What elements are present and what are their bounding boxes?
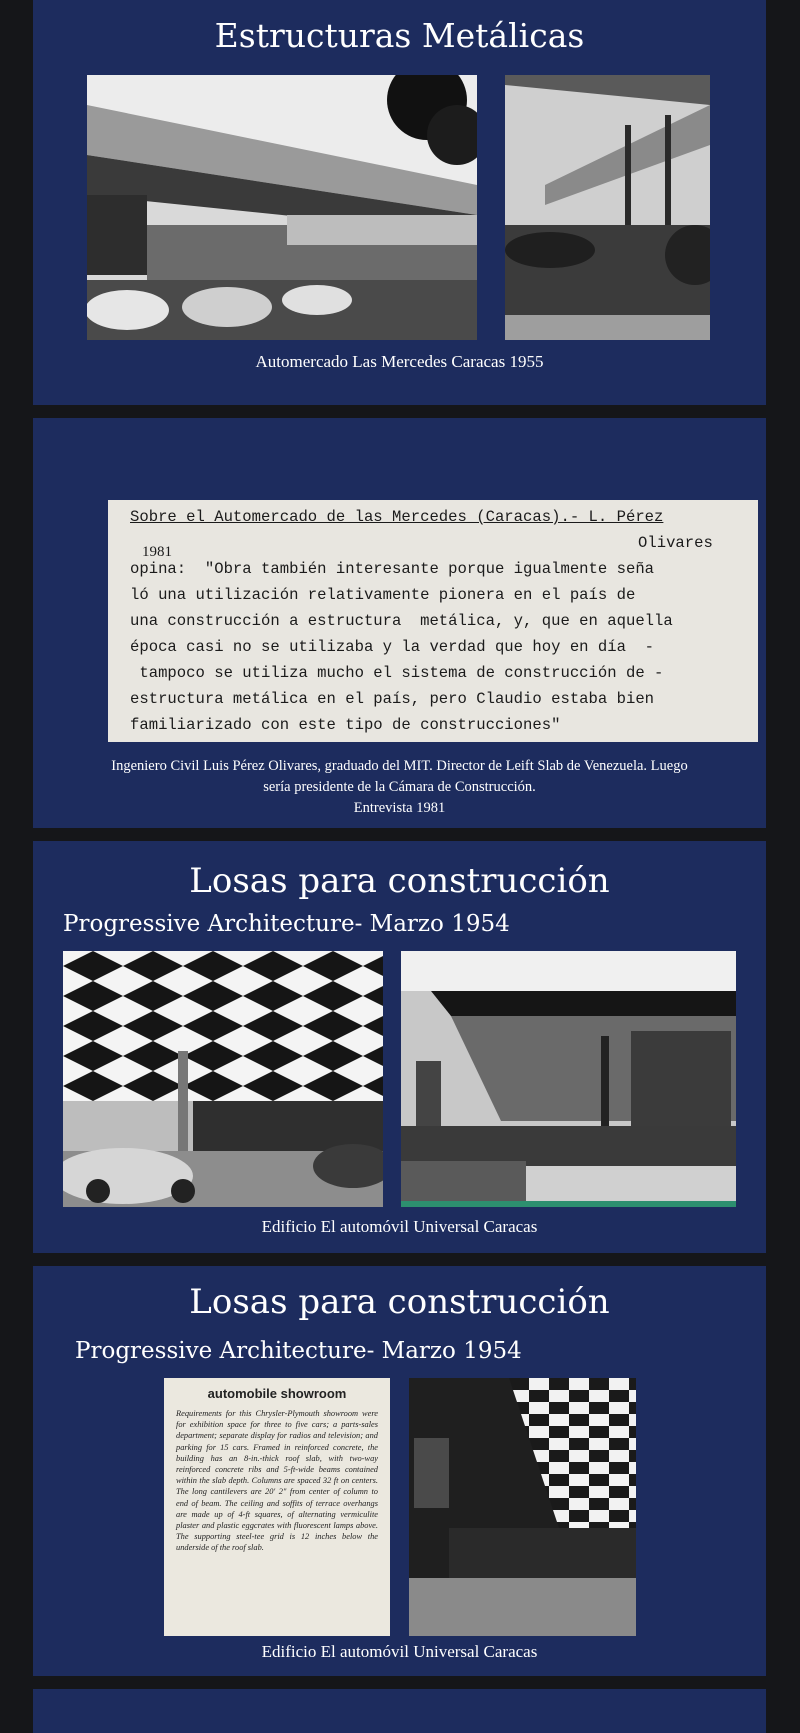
quote-line: familiarizado con este tipo de construcciones" (130, 716, 561, 734)
quote-line: una construcción a estructura metálica, y, que en aquella (130, 612, 673, 630)
quote-line: estructura metálica en el país, pero Claudio estaba bien (130, 690, 655, 708)
slide-subtitle: Progressive Architecture- Marzo 1954 (75, 1338, 522, 1364)
quote-line: época casi no se utilizaba y la verdad que hoy en día - (130, 638, 655, 656)
quote-line: tampoco se utiliza mucho el sistema de construcción de - (130, 664, 664, 682)
quote-line: ló una utilización relativamente pionera en el país de (130, 586, 636, 604)
quote-author-tail: Olivares (638, 534, 713, 552)
slide-title: Losas para construcción (189, 1282, 610, 1322)
slide-next-partial (33, 1689, 766, 1733)
slide-quote (33, 418, 766, 828)
slide-estructuras-metalicas (33, 0, 766, 405)
quote-caption-line: Entrevista 1981 (353, 800, 446, 816)
magazine-clipping (164, 1378, 390, 1636)
exterior-cars-photo (87, 75, 477, 340)
slide-losas-1 (33, 841, 766, 1253)
quote-caption-line: sería presidente de la Cámara de Construcción. (263, 779, 536, 795)
quote-year: 1981 (142, 544, 172, 560)
slide-title: Estructuras Metálicas (214, 16, 585, 55)
slide-subtitle: Progressive Architecture- Marzo 1954 (63, 911, 510, 937)
checkered-ceiling-night-photo (409, 1378, 636, 1636)
cantilever-terrace-photo (401, 951, 736, 1207)
quote-line: opina: "Obra también interesante porque igualmente seña (130, 560, 655, 578)
quote-heading: Sobre el Automercado de las Mercedes (Caracas).- L. Pérez (130, 508, 664, 526)
canopy-photo (505, 75, 710, 340)
slide-title: Losas para construcción (189, 861, 610, 901)
slide-caption: Edificio El automóvil Universal Caracas (261, 1217, 538, 1236)
slide-caption: Automercado Las Mercedes Caracas 1955 (255, 352, 544, 371)
slide-caption: Edificio El automóvil Universal Caracas (261, 1642, 538, 1661)
checkered-ceiling-interior-photo (63, 951, 383, 1207)
clipping-heading: automobile showroom (207, 1386, 347, 1401)
clipping-body: Requirements for this Chrysler-Plymouth showroom were for exhibition space for three to five cars; a parts-sales department; separate display for radios and television; and parking for 15 cars. Framed in reinforced concrete, the building has an 8-in.-thick roof slab, with two-way reinforced concrete ribs and 5-ft-wide beams contained within the slab depth. Columns are spaced 32 ft on centers. The long cantilevers are 20' 2" from center of column to end of beam. The ceiling and soffits of terrace overhangs are made up of 4-ft squares, of alternating vermiculite plaster and plastic eggcrates with fluorescent lamps above. The supporting steel-tee grid is 12 inches below the underside of the roof slab. (176, 1409, 378, 1553)
quote-caption-line: Ingeniero Civil Luis Pérez Olivares, graduado del MIT. Director de Leift Slab de Venezuela. Luego (111, 758, 688, 774)
slide-losas-2 (33, 1266, 766, 1676)
typed-quote-document (108, 500, 758, 742)
